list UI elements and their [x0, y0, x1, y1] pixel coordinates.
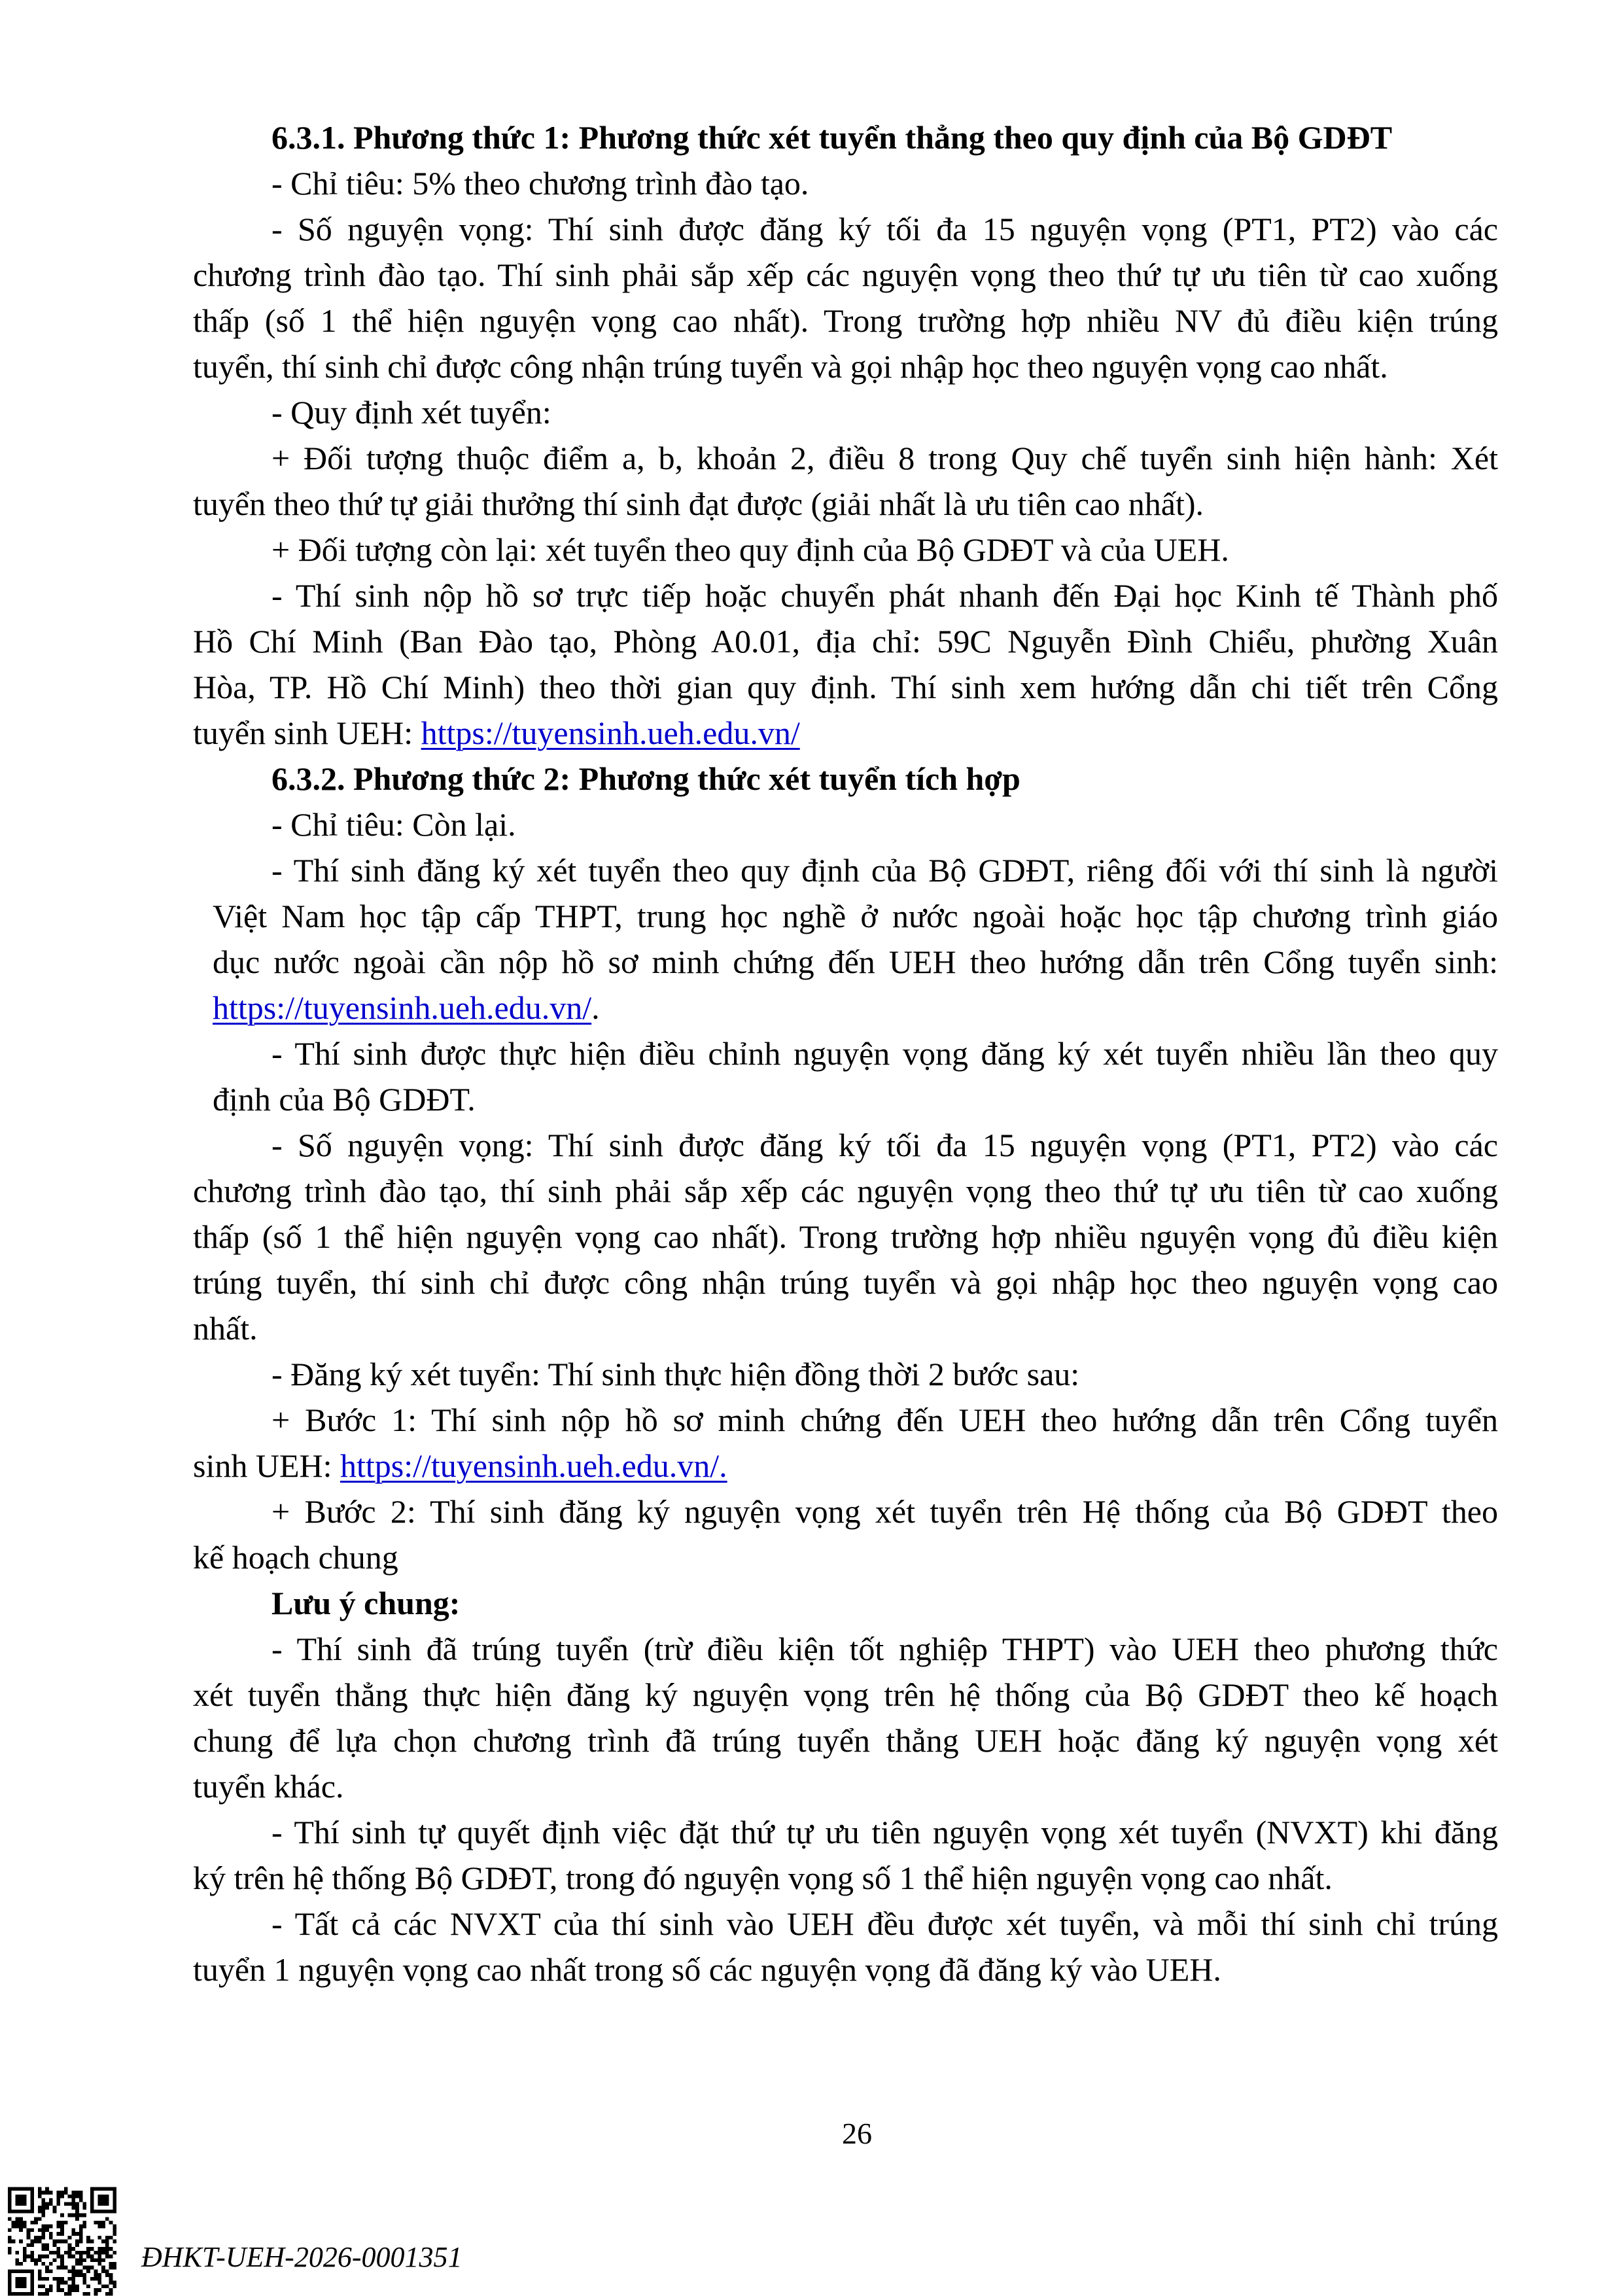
paragraph-line: - Tất cả các NVXT của thí sinh vào UEH đều được xét tuyển, và mỗi thí sinh chỉ trúng: [271, 1905, 1498, 1942]
paragraph-line: dục nước ngoài cần nộp hồ sơ minh chứng đến UEH theo hướng dẫn trên Cổng tuyển sinh:: [213, 944, 1498, 980]
paragraph-line: - Đăng ký xét tuyển: Thí sinh thực hiện đồng thời 2 bước sau:: [271, 1356, 1080, 1392]
section-heading-6-3-2: 6.3.2. Phương thức 2: Phương thức xét tuyển tích hợp: [271, 760, 1021, 797]
paragraph-line: tuyển 1 nguyện vọng cao nhất trong số các nguyện vọng đã đăng ký vào UEH.: [193, 1951, 1221, 1988]
link-prefix: sinh UEH:: [193, 1447, 340, 1484]
paragraph-line: thấp (số 1 thể hiện nguyện vọng cao nhất). Trong trường hợp nhiều NV đủ điều kiện trúng: [193, 302, 1498, 339]
paragraph-line: [213, 988, 600, 1027]
link-suffix: .: [591, 989, 600, 1026]
paragraph-line: thấp (số 1 thể hiện nguyện vọng cao nhất). Trong trường hợp nhiều nguyện vọng đủ điều kiện: [193, 1218, 1498, 1255]
paragraph-line: ký trên hệ thống Bộ GDĐT, trong đó nguyện vọng số 1 thể hiện nguyện vọng cao nhất.: [193, 1860, 1333, 1896]
paragraph-line: - Quy định xét tuyển:: [271, 394, 551, 431]
paragraph-line: + Bước 1: Thí sinh nộp hồ sơ minh chứng đến UEH theo hướng dẫn trên Cổng tuyển: [271, 1402, 1498, 1438]
paragraph-line: - Số nguyện vọng: Thí sinh được đăng ký tối đa 15 nguyện vọng (PT1, PT2) vào các: [271, 211, 1498, 247]
paragraph-line: - Thí sinh được thực hiện điều chỉnh nguyện vọng đăng ký xét tuyển nhiều lần theo quy: [271, 1035, 1498, 1072]
qr-code-icon: [8, 2187, 116, 2296]
paragraph-line: + Đối tượng còn lại: xét tuyển theo quy định của Bộ GDĐT và của UEH.: [271, 531, 1229, 568]
admissions-portal-link[interactable]: https://tuyensinh.ueh.edu.vn/: [421, 715, 800, 751]
paragraph-line: Hồ Chí Minh (Ban Đào tạo, Phòng A0.01, địa chỉ: 59C Nguyễn Đình Chiểu, phường Xuân: [193, 623, 1498, 660]
paragraph-line: tuyển theo thứ tự giải thưởng thí sinh đạt được (giải nhất là ưu tiên cao nhất).: [193, 486, 1204, 522]
paragraph-line: - Thí sinh đã trúng tuyển (trừ điều kiện tốt nghiệp THPT) vào UEH theo phương thức: [271, 1631, 1498, 1667]
paragraph-line: - Thí sinh nộp hồ sơ trực tiếp hoặc chuyển phát nhanh đến Đại học Kinh tế Thành phố: [271, 577, 1498, 614]
paragraph-line: + Đối tượng thuộc điểm a, b, khoản 2, điều 8 trong Quy chế tuyển sinh hiện hành: Xét: [271, 440, 1498, 476]
paragraph-line: [193, 1446, 727, 1485]
paragraph-line: chương trình đào tạo. Thí sinh phải sắp xếp các nguyện vọng theo thứ tự ưu tiên từ cao xuống: [193, 256, 1498, 293]
paragraph-line: chương trình đào tạo, thí sinh phải sắp xếp các nguyện vọng theo thứ tự ưu tiên từ cao xuống: [193, 1173, 1498, 1209]
paragraph-line: trúng tuyển, thí sinh chỉ được công nhận trúng tuyển và gọi nhập học theo nguyện vọng cao: [193, 1264, 1498, 1301]
paragraph-line: nhất.: [193, 1310, 258, 1347]
notes-heading: Lưu ý chung:: [271, 1585, 461, 1621]
section-heading-6-3-1: 6.3.1. Phương thức 1: Phương thức xét tuyển thẳng theo quy định của Bộ GDĐT: [271, 119, 1393, 156]
paragraph-line: - Chỉ tiêu: Còn lại.: [271, 806, 516, 843]
document-id: ĐHKT-UEH-2026-0001351: [141, 2241, 462, 2273]
paragraph-line: định của Bộ GDĐT.: [213, 1081, 476, 1118]
paragraph-line: - Thí sinh tự quyết định việc đặt thứ tự ưu tiên nguyện vọng xét tuyển (NVXT) khi đăng: [271, 1814, 1498, 1850]
page-number: 26: [842, 2117, 872, 2150]
paragraph-line: kế hoạch chung: [193, 1539, 398, 1576]
link-prefix: tuyển sinh UEH:: [193, 715, 421, 751]
paragraph-line: xét tuyển thẳng thực hiện đăng ký nguyện vọng trên hệ thống của Bộ GDĐT theo kế hoạch: [193, 1676, 1498, 1713]
paragraph-line: chung để lựa chọn chương trình đã trúng tuyển thẳng UEH hoặc đăng ký nguyện vọng xét: [193, 1722, 1498, 1759]
admissions-portal-link[interactable]: https://tuyensinh.ueh.edu.vn/: [213, 989, 592, 1026]
paragraph-line: - Thí sinh đăng ký xét tuyển theo quy định của Bộ GDĐT, riêng đối với thí sinh là người: [271, 852, 1498, 889]
paragraph-line: tuyển khác.: [193, 1768, 344, 1805]
paragraph-line: + Bước 2: Thí sinh đăng ký nguyện vọng xét tuyển trên Hệ thống của Bộ GDĐT theo: [271, 1493, 1498, 1530]
paragraph-line: tuyển, thí sinh chỉ được công nhận trúng tuyển và gọi nhập học theo nguyện vọng cao nhất.: [193, 348, 1388, 385]
paragraph-line: Việt Nam học tập cấp THPT, trung học nghề ở nước ngoài hoặc học tập chương trình giáo: [213, 898, 1498, 934]
paragraph-line: - Số nguyện vọng: Thí sinh được đăng ký tối đa 15 nguyện vọng (PT1, PT2) vào các: [271, 1127, 1498, 1163]
paragraph-line: [193, 713, 800, 752]
paragraph-line: Hòa, TP. Hồ Chí Minh) theo thời gian quy định. Thí sinh xem hướng dẫn chi tiết trên Cổng: [193, 669, 1498, 705]
paragraph-line: - Chỉ tiêu: 5% theo chương trình đào tạo.: [271, 165, 809, 202]
admissions-portal-link[interactable]: https://tuyensinh.ueh.edu.vn/.: [340, 1447, 727, 1484]
